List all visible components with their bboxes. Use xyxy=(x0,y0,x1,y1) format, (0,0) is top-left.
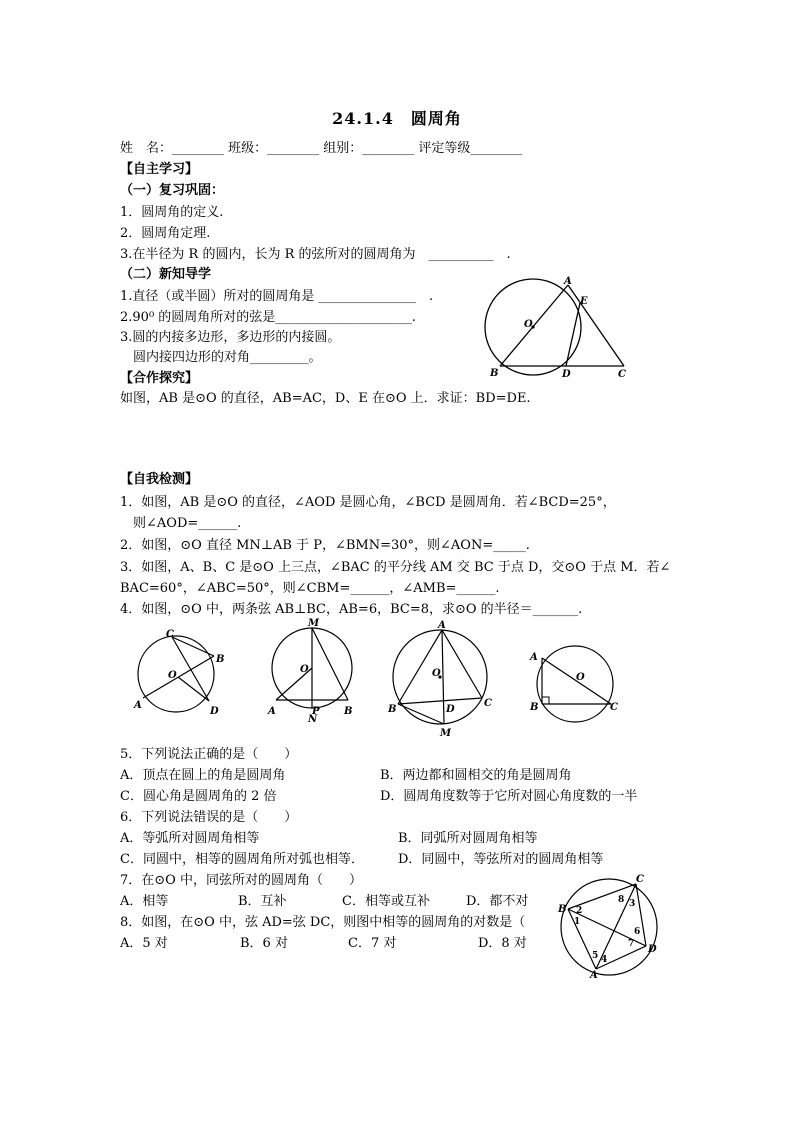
q6-option-b: B．同弧所对圆周角相等 xyxy=(398,831,538,846)
q6-option-c: C．同圆中，相等的圆周角所对弧也相等． xyxy=(120,852,364,867)
angle-label-5: 5 xyxy=(592,951,599,961)
segment-ad xyxy=(566,303,580,366)
review-item-3: 3.在半径为 R 的圆内，长为 R 的弦所对的圆周角为 __________ . xyxy=(120,247,511,262)
label-o: O xyxy=(576,672,585,683)
segment-bc xyxy=(398,698,482,704)
right-angle-mark xyxy=(542,697,549,704)
q8-option-b: B．6 对 xyxy=(240,936,288,951)
check-item-4: 4．如图，⊙O 中，两条弦 AB⊥BC，AB=6，BC=8，求⊙O 的半径＝_______. xyxy=(120,602,583,617)
q5-option-a: A．顶点在圆上的角是圆周角 xyxy=(120,768,286,783)
angle-label-3: 3 xyxy=(629,899,636,909)
angle-label-1: 1 xyxy=(574,917,581,927)
figure-3 xyxy=(388,620,498,740)
student-info-line: 姓 名：________ 班级：________ 组别：________ 评定等级________ xyxy=(120,141,523,156)
figure-8 xyxy=(556,872,666,982)
label-a: A xyxy=(590,970,598,981)
check-item-3b: BAC=60°，∠ABC=50°，则∠CBM=______，∠AMB=______. xyxy=(120,581,500,596)
q8-option-a: A．5 对 xyxy=(120,936,168,951)
q5-option-d: D．圆周角度数等于它所对圆心角度数的一半 xyxy=(380,789,638,804)
segment-od xyxy=(178,677,209,701)
label-c: C xyxy=(484,698,492,709)
label-o: O xyxy=(524,319,533,330)
q6-stem: 6．下列说法错误的是（ ） xyxy=(120,810,298,825)
segment-ac xyxy=(568,285,624,366)
review-item-2: 2．圆周角定理. xyxy=(120,226,211,241)
label-d: D xyxy=(210,706,219,717)
label-b: B xyxy=(216,654,225,665)
label-c: C xyxy=(610,702,618,713)
q8-option-c: C．7 对 xyxy=(348,936,397,951)
label-n: N xyxy=(308,714,318,725)
new-item-3: 3.圆的内接多边形，多边形的内接圆。 xyxy=(120,330,341,345)
new-item-4: 圆内接四边形的对角_________。 xyxy=(120,350,322,365)
label-a: A xyxy=(438,620,446,631)
angle-label-2: 2 xyxy=(576,906,583,916)
q6-option-a: A．等弧所对圆周角相等 xyxy=(120,831,260,846)
label-p: P xyxy=(312,706,320,717)
label-b: B xyxy=(344,706,353,717)
label-b: B xyxy=(388,704,397,715)
segment-ab xyxy=(398,630,442,704)
label-a: A xyxy=(530,652,538,663)
segment-bm xyxy=(398,704,444,724)
label-c: C xyxy=(166,629,174,640)
label-o: O xyxy=(432,668,441,679)
section-self-check: 【自我检测】 xyxy=(120,472,199,487)
q5-option-b: B．两边都和圆相交的角是圆周角 xyxy=(380,768,572,783)
segment-ab xyxy=(500,285,568,366)
label-m: M xyxy=(440,728,452,739)
label-m: M xyxy=(308,618,320,629)
segment-am xyxy=(442,630,444,724)
q7-option-d: D．都不对 xyxy=(466,894,529,909)
figure-4 xyxy=(528,640,628,740)
q8-option-d: D．8 对 xyxy=(478,936,527,951)
check-item-1b: 则∠AOD=______. xyxy=(120,516,242,531)
label-d: D xyxy=(562,369,571,380)
check-item-1a: 1．如图，AB 是⊙O 的直径，∠AOD 是圆心角，∠BCD 是圆周角．若∠BCD=25°， xyxy=(120,495,616,510)
q7-option-b: B．互补 xyxy=(238,894,287,909)
check-item-3a: 3．如图，A、B、C 是⊙O 上三点，∠BAC 的平分线 AM 交 BC 于点 D，交⊙O 于点 M．若∠ xyxy=(120,560,671,575)
q7-option-a: A．相等 xyxy=(120,894,169,909)
segment-ac xyxy=(442,630,482,698)
circle-shape xyxy=(537,646,613,722)
angle-label-7: 7 xyxy=(628,939,635,949)
label-e: E xyxy=(580,296,588,307)
label-d: D xyxy=(648,944,657,955)
check-item-2: 2．如图，⊙O 直径 MN⊥AB 于 P，∠BMN=30°，则∠AON=_____. xyxy=(120,538,530,553)
figure-2 xyxy=(264,618,364,725)
q8-stem: 8．如图，在⊙O 中，弦 AD=弦 DC，则图中相等的圆周角的对数是（ xyxy=(120,915,526,930)
label-a: A xyxy=(268,706,276,717)
label-o: O xyxy=(168,670,177,681)
section-review: （一）复习巩固： xyxy=(120,183,225,198)
q6-option-d: D．同圆中，等弦所对的圆周角相等 xyxy=(398,852,604,867)
label-c: C xyxy=(618,369,626,380)
q5-stem: 5．下列说法正确的是（ ） xyxy=(120,747,298,762)
label-b: B xyxy=(490,368,499,379)
page-title: 24.1.4 圆周角 xyxy=(332,109,462,128)
label-b: B xyxy=(530,702,539,713)
new-item-1: 1.直径（或半圆）所对的圆周角是 _______________ . xyxy=(120,289,434,304)
angle-label-8: 8 xyxy=(618,895,625,905)
label-c: C xyxy=(636,874,644,885)
label-o: O xyxy=(300,664,309,675)
label-a: A xyxy=(564,276,572,287)
label-a: A xyxy=(134,700,142,711)
section-self-study: 【自主学习】 xyxy=(120,162,199,177)
section-new-knowledge: （二）新知导学 xyxy=(120,267,212,282)
new-item-2: 2.90⁰ 的圆周角所对的弦是_____________________. xyxy=(120,310,416,325)
segment-mb xyxy=(312,628,348,700)
q7-option-c: C．相等或互补 xyxy=(342,894,430,909)
figure-1 xyxy=(130,628,230,718)
label-d: D xyxy=(446,704,455,715)
angle-label-4: 4 xyxy=(601,955,608,965)
section-cooperate: 【合作探究】 xyxy=(120,371,199,386)
q5-option-c: C．圆心角是圆周角的 2 倍 xyxy=(120,789,277,804)
q7-stem: 7．在⊙O 中，同弦所对的圆周角（ ） xyxy=(120,873,362,888)
segment-cd xyxy=(172,637,209,701)
cooperate-text: 如图，AB 是⊙O 的直径，AB=AC，D、E 在⊙O 上．求证：BD=DE. xyxy=(120,391,531,406)
angle-label-6: 6 xyxy=(634,927,641,937)
review-item-1: 1．圆周角的定义. xyxy=(120,205,224,220)
label-b: B xyxy=(558,904,567,915)
figure-main-circle-triangle xyxy=(478,276,638,386)
